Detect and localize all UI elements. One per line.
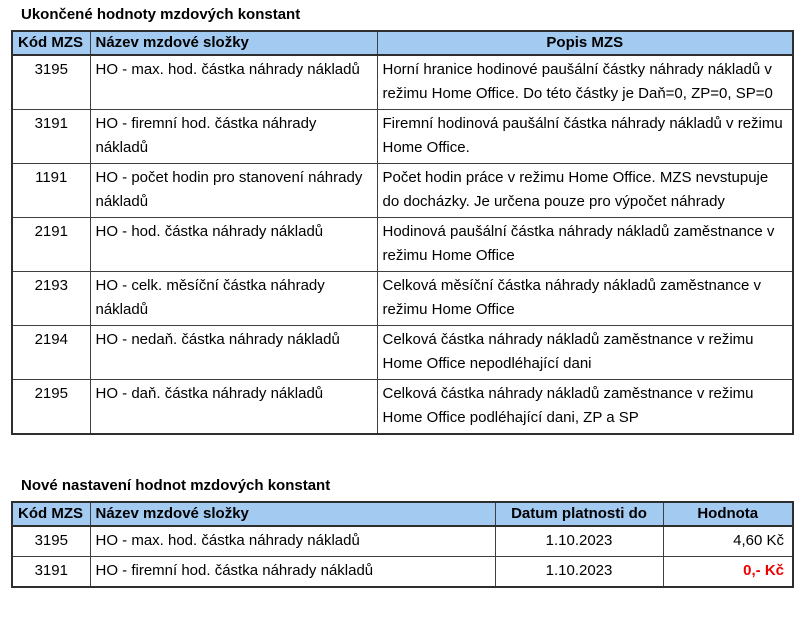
terminated-values-table [11, 30, 794, 435]
column-header-nazev-mzdove-slozky: Název mzdové složky [90, 31, 377, 55]
section-terminated-values [11, 6, 793, 435]
table-row [12, 164, 793, 218]
column-header-kod-mzs: Kód MZS [12, 502, 90, 526]
column-header-kod-mzs: Kód MZS [12, 31, 90, 55]
cell-popis-mzs: Celková měsíční částka náhrady nákladů zaměstnance v režimu Home Office [377, 272, 793, 326]
cell-kod-mzs: 3195 [12, 526, 90, 557]
cell-nazev-mzdove-slozky: HO - nedaň. částka náhrady nákladů [90, 326, 377, 380]
cell-popis-mzs: Firemní hodinová paušální částka náhrady nákladů v režimu Home Office. [377, 110, 793, 164]
table-row [12, 326, 793, 380]
cell-nazev-mzdove-slozky: HO - firemní hod. částka náhrady nákladů [90, 110, 377, 164]
cell-nazev-mzdove-slozky: HO - max. hod. částka náhrady nákladů [90, 55, 377, 110]
terminated-values-table-body [12, 55, 793, 434]
cell-kod-mzs: 1191 [12, 164, 90, 218]
table-row [12, 218, 793, 272]
cell-popis-mzs: Hodinová paušální částka náhrady nákladů zaměstnance v režimu Home Office [377, 218, 793, 272]
new-values-title: Nové nastavení hodnot mzdových konstant [21, 477, 331, 494]
cell-popis-mzs: Celková částka náhrady nákladů zaměstnance v režimu Home Office nepodléhající dani [377, 326, 793, 380]
cell-hodnota: 0,- Kč [663, 557, 793, 588]
new-values-table-body [12, 526, 793, 587]
cell-datum-platnosti-do: 1.10.2023 [495, 526, 663, 557]
header-row [12, 502, 793, 526]
table-row [12, 55, 793, 110]
new-values-table [11, 501, 794, 588]
cell-nazev-mzdove-slozky: HO - celk. měsíční částka náhrady nákladů [90, 272, 377, 326]
table-row [12, 380, 793, 435]
cell-nazev-mzdove-slozky: HO - max. hod. částka náhrady nákladů [90, 526, 495, 557]
column-header-hodnota: Hodnota [663, 502, 793, 526]
column-header-datum-platnosti-do: Datum platnosti do [495, 502, 663, 526]
table-row [12, 272, 793, 326]
cell-popis-mzs: Horní hranice hodinové paušální částky náhrady nákladů v režimu Home Office. Do této částky je Daň=0, ZP=0, SP=0 [377, 55, 793, 110]
terminated-values-title: Ukončené hodnoty mzdových konstant [21, 6, 301, 23]
cell-kod-mzs: 3191 [12, 557, 90, 588]
cell-popis-mzs: Počet hodin práce v režimu Home Office. MZS nevstupuje do docházky. Je určena pouze pro výpočet náhrady [377, 164, 793, 218]
cell-kod-mzs: 3191 [12, 110, 90, 164]
cell-kod-mzs: 3195 [12, 55, 90, 110]
cell-hodnota: 4,60 Kč [663, 526, 793, 557]
table-row [12, 557, 793, 588]
header-row [12, 31, 793, 55]
cell-kod-mzs: 2194 [12, 326, 90, 380]
cell-kod-mzs: 2193 [12, 272, 90, 326]
cell-kod-mzs: 2191 [12, 218, 90, 272]
section-new-values [11, 477, 793, 588]
cell-kod-mzs: 2195 [12, 380, 90, 435]
table-row [12, 110, 793, 164]
cell-popis-mzs: Celková částka náhrady nákladů zaměstnance v režimu Home Office podléhající dani, ZP a SP [377, 380, 793, 435]
cell-nazev-mzdove-slozky: HO - firemní hod. částka náhrady nákladů [90, 557, 495, 588]
cell-nazev-mzdove-slozky: HO - počet hodin pro stanovení náhrady nákladů [90, 164, 377, 218]
column-header-popis-mzs: Popis MZS [377, 31, 793, 55]
cell-nazev-mzdove-slozky: HO - hod. částka náhrady nákladů [90, 218, 377, 272]
terminated-values-table-header [12, 31, 793, 55]
cell-datum-platnosti-do: 1.10.2023 [495, 557, 663, 588]
cell-nazev-mzdove-slozky: HO - daň. částka náhrady nákladů [90, 380, 377, 435]
column-header-nazev-mzdove-slozky: Název mzdové složky [90, 502, 495, 526]
new-values-table-header [12, 502, 793, 526]
table-row [12, 526, 793, 557]
